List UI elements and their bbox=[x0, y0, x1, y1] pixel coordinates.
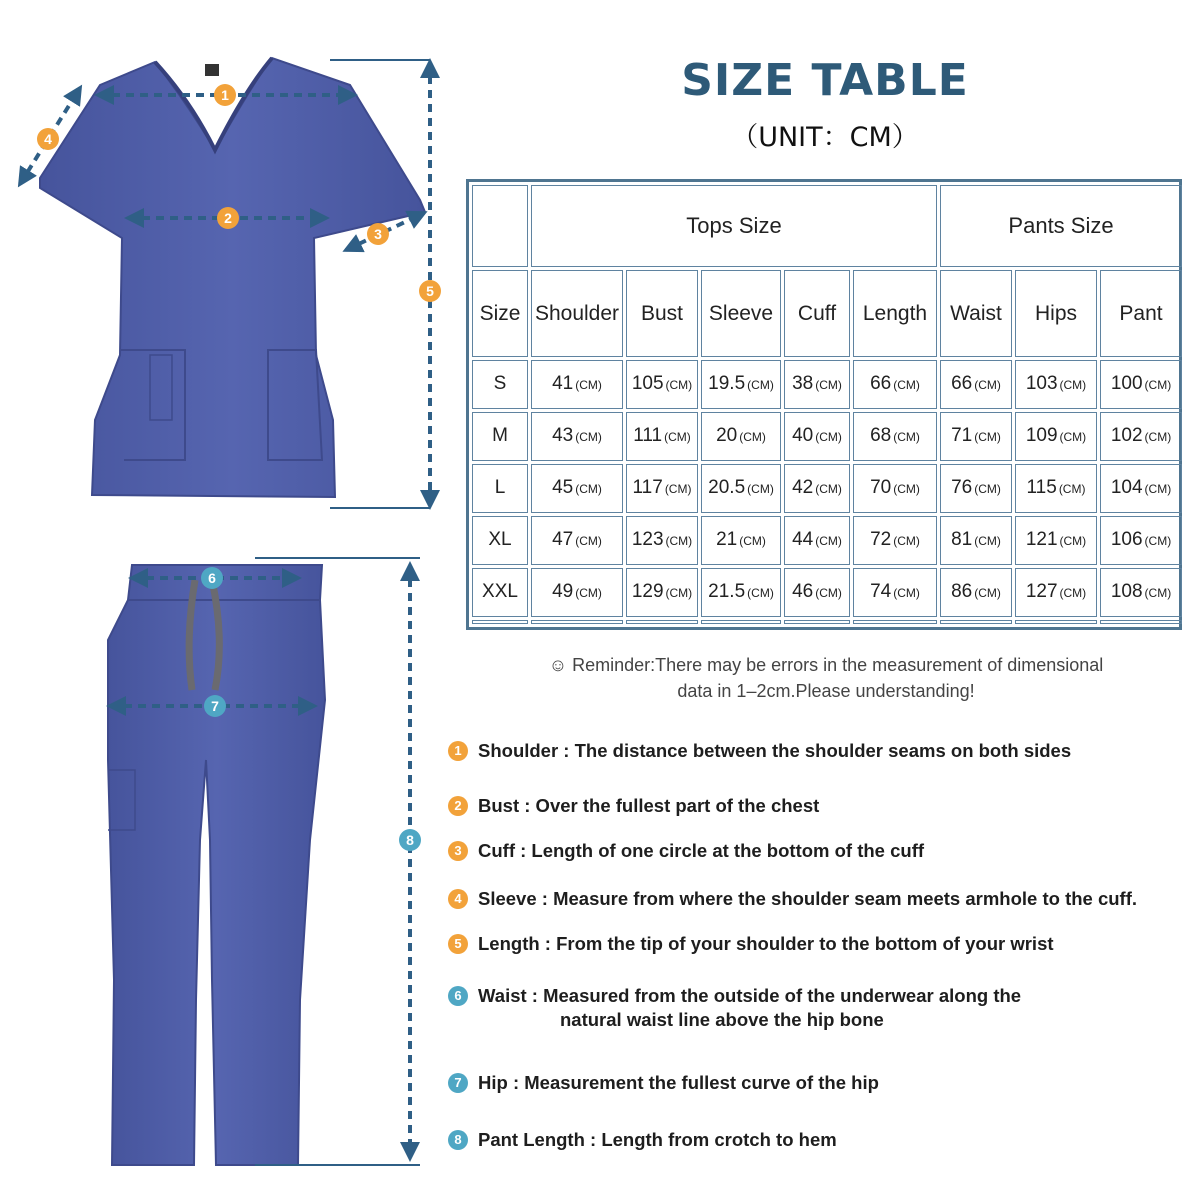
size-cell: L bbox=[472, 464, 528, 513]
marker-1 bbox=[214, 84, 236, 106]
empty-cell bbox=[784, 620, 850, 624]
value-cell: 66 (CM) bbox=[940, 360, 1012, 409]
value-cell: 21.5 (CM) bbox=[701, 568, 781, 617]
column-header-row bbox=[472, 270, 1182, 356]
definition-text: Cuff : Length of one circle at the bottom of the cuff bbox=[478, 840, 925, 861]
marker-3 bbox=[367, 223, 389, 245]
empty-cell bbox=[940, 620, 1012, 624]
value-cell: 108 (CM) bbox=[1100, 568, 1182, 617]
table-row bbox=[472, 464, 1182, 513]
value-cell: 20.5 (CM) bbox=[701, 464, 781, 513]
definition-text: Shoulder : The distance between the shoulder seams on both sides bbox=[478, 740, 1072, 761]
column-header-hips: Hips bbox=[1015, 270, 1097, 356]
column-header-size: Size bbox=[472, 270, 528, 356]
column-header-length: Length bbox=[853, 270, 937, 356]
marker-6 bbox=[201, 567, 223, 589]
size-cell: S bbox=[472, 360, 528, 409]
value-cell: 20 (CM) bbox=[701, 412, 781, 461]
tops-size-header: Tops Size bbox=[531, 185, 937, 267]
marker-8 bbox=[399, 829, 421, 851]
definition-text: Waist : Measured from the outside of the underwear along the bbox=[478, 985, 1022, 1006]
value-cell: 68 (CM) bbox=[853, 412, 937, 461]
value-cell: 76 (CM) bbox=[940, 464, 1012, 513]
column-header-pant: Pant bbox=[1100, 270, 1182, 356]
reminder-note bbox=[470, 652, 1182, 704]
column-header-bust: Bust bbox=[626, 270, 698, 356]
number-badge-icon: 6 bbox=[448, 986, 468, 1006]
empty-cell bbox=[1015, 620, 1097, 624]
value-cell: 74 (CM) bbox=[853, 568, 937, 617]
definition-text: Hip : Measurement the fullest curve of the hip bbox=[478, 1072, 879, 1093]
definition-item bbox=[448, 840, 924, 862]
svg-text:3: 3 bbox=[374, 226, 382, 242]
value-cell: 104 (CM) bbox=[1100, 464, 1182, 513]
value-cell: 111 (CM) bbox=[626, 412, 698, 461]
empty-cell bbox=[1100, 620, 1182, 624]
pants-size-header: Pants Size bbox=[940, 185, 1182, 267]
scrub-top-illustration bbox=[40, 58, 425, 497]
svg-text:2: 2 bbox=[224, 210, 232, 226]
definition-item bbox=[448, 740, 1071, 762]
value-cell: 42 (CM) bbox=[784, 464, 850, 513]
value-cell: 72 (CM) bbox=[853, 516, 937, 565]
definition-text-continued: natural waist line above the hip bone bbox=[560, 1009, 884, 1030]
table-corner bbox=[472, 185, 528, 267]
page-title: SIZE TABLE bbox=[681, 55, 969, 106]
value-cell: 109 (CM) bbox=[1015, 412, 1097, 461]
number-badge-icon: 4 bbox=[448, 889, 468, 909]
definition-item bbox=[448, 985, 1021, 1031]
number-badge-icon: 1 bbox=[448, 741, 468, 761]
definition-item bbox=[448, 1072, 879, 1094]
reminder-line-2: data in 1–2cm.Please understanding! bbox=[677, 681, 975, 701]
svg-text:7: 7 bbox=[211, 698, 219, 714]
svg-text:1: 1 bbox=[221, 87, 229, 103]
column-header-shoulder: Shoulder bbox=[531, 270, 623, 356]
definition-text: Pant Length : Length from crotch to hem bbox=[478, 1129, 837, 1150]
column-header-waist: Waist bbox=[940, 270, 1012, 356]
value-cell: 44 (CM) bbox=[784, 516, 850, 565]
empty-cell bbox=[701, 620, 781, 624]
number-badge-icon: 8 bbox=[448, 1130, 468, 1150]
unit-label: （UNIT：CM） bbox=[731, 122, 919, 153]
garment-figure bbox=[0, 0, 450, 1200]
empty-cell bbox=[626, 620, 698, 624]
marker-5 bbox=[419, 280, 441, 302]
size-cell: M bbox=[472, 412, 528, 461]
value-cell: 106 (CM) bbox=[1100, 516, 1182, 565]
value-cell: 41 (CM) bbox=[531, 360, 623, 409]
svg-text:5: 5 bbox=[426, 283, 434, 299]
value-cell: 103 (CM) bbox=[1015, 360, 1097, 409]
svg-text:8: 8 bbox=[406, 832, 414, 848]
value-cell: 70 (CM) bbox=[853, 464, 937, 513]
definition-item bbox=[448, 1129, 837, 1151]
value-cell: 45 (CM) bbox=[531, 464, 623, 513]
value-cell: 47 (CM) bbox=[531, 516, 623, 565]
marker-7 bbox=[204, 695, 226, 717]
size-table bbox=[466, 179, 1182, 630]
marker-2 bbox=[217, 207, 239, 229]
value-cell: 49 (CM) bbox=[531, 568, 623, 617]
value-cell: 102 (CM) bbox=[1100, 412, 1182, 461]
value-cell: 40 (CM) bbox=[784, 412, 850, 461]
value-cell: 43 (CM) bbox=[531, 412, 623, 461]
definition-text: Sleeve : Measure from where the shoulder seam meets armhole to the cuff. bbox=[478, 888, 1138, 909]
value-cell: 129 (CM) bbox=[626, 568, 698, 617]
value-cell: 86 (CM) bbox=[940, 568, 1012, 617]
reminder-line-1: ☺ Reminder:There may be errors in the measurement of dimensional bbox=[548, 655, 1104, 675]
value-cell: 105 (CM) bbox=[626, 360, 698, 409]
value-cell: 66 (CM) bbox=[853, 360, 937, 409]
value-cell: 115 (CM) bbox=[1015, 464, 1097, 513]
size-cell: XXL bbox=[472, 568, 528, 617]
svg-text:4: 4 bbox=[44, 131, 52, 147]
table-row bbox=[472, 568, 1182, 617]
empty-cell bbox=[531, 620, 623, 624]
empty-row bbox=[472, 620, 1182, 624]
definition-item bbox=[448, 933, 1054, 955]
value-cell: 117 (CM) bbox=[626, 464, 698, 513]
table-row bbox=[472, 360, 1182, 409]
column-header-cuff: Cuff bbox=[784, 270, 850, 356]
value-cell: 46 (CM) bbox=[784, 568, 850, 617]
value-cell: 19.5 (CM) bbox=[701, 360, 781, 409]
definition-text: Length : From the tip of your shoulder to the bottom of your wrist bbox=[478, 933, 1054, 954]
value-cell: 71 (CM) bbox=[940, 412, 1012, 461]
value-cell: 121 (CM) bbox=[1015, 516, 1097, 565]
column-header-sleeve: Sleeve bbox=[701, 270, 781, 356]
value-cell: 123 (CM) bbox=[626, 516, 698, 565]
number-badge-icon: 7 bbox=[448, 1073, 468, 1093]
marker-4 bbox=[37, 128, 59, 150]
value-cell: 100 (CM) bbox=[1100, 360, 1182, 409]
definition-item bbox=[448, 795, 819, 817]
number-badge-icon: 3 bbox=[448, 841, 468, 861]
table-row bbox=[472, 412, 1182, 461]
scrub-pants-illustration bbox=[108, 565, 325, 1165]
value-cell: 21 (CM) bbox=[701, 516, 781, 565]
definition-text: Bust : Over the fullest part of the chest bbox=[478, 795, 820, 816]
empty-cell bbox=[853, 620, 937, 624]
size-cell: XL bbox=[472, 516, 528, 565]
table-row bbox=[472, 516, 1182, 565]
number-badge-icon: 5 bbox=[448, 934, 468, 954]
value-cell: 127 (CM) bbox=[1015, 568, 1097, 617]
value-cell: 81 (CM) bbox=[940, 516, 1012, 565]
empty-cell bbox=[472, 620, 528, 624]
value-cell: 38 (CM) bbox=[784, 360, 850, 409]
number-badge-icon: 2 bbox=[448, 796, 468, 816]
svg-text:6: 6 bbox=[208, 570, 216, 586]
definition-item bbox=[448, 888, 1137, 910]
